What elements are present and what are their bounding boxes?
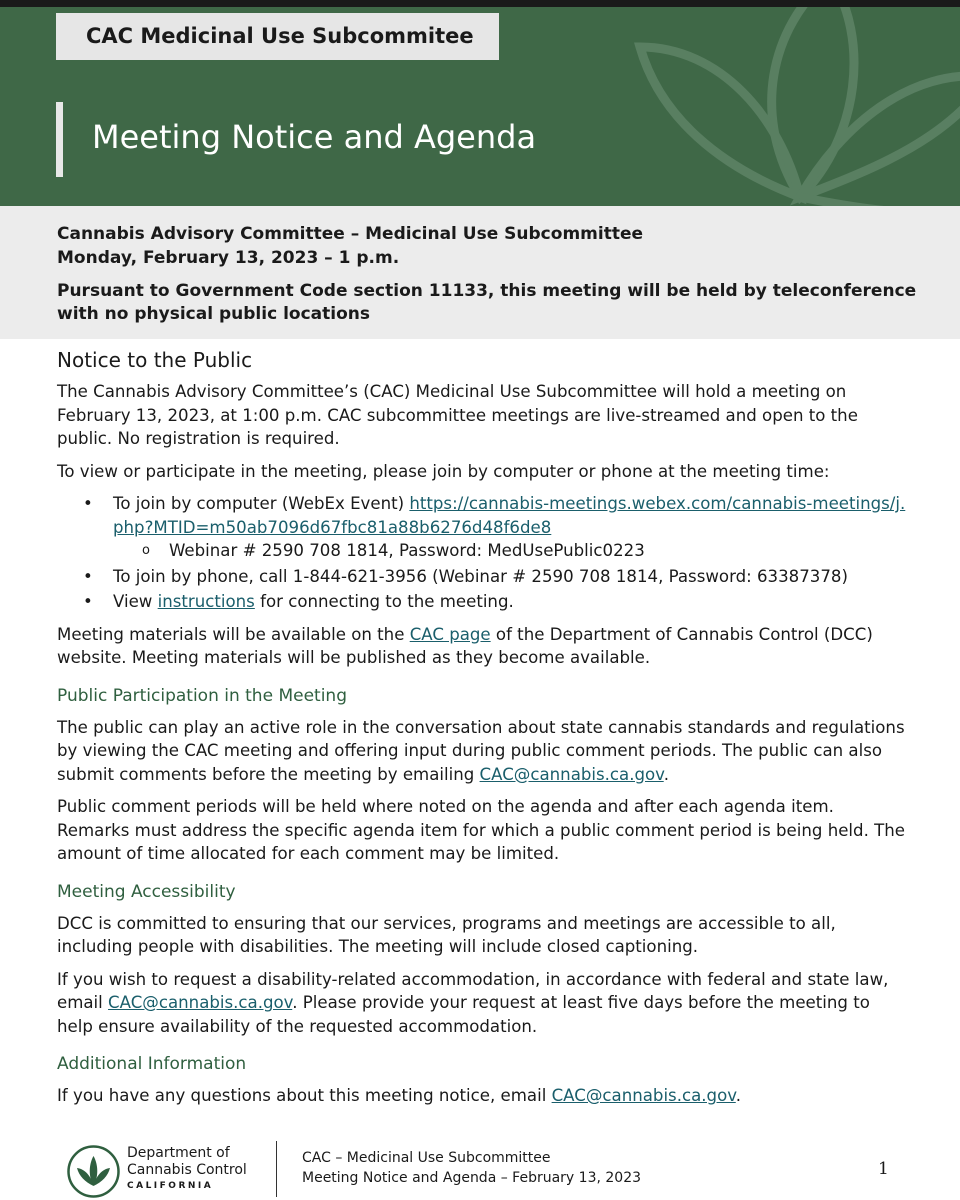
email-link[interactable]: CAC@cannabis.ca.gov bbox=[551, 1086, 736, 1105]
webinar-sublist bbox=[113, 539, 907, 563]
materials-suffix: of the Department of Cannabis Control (DCC) website. Meeting materials will be published as they become available. bbox=[57, 624, 873, 667]
footer-divider bbox=[276, 1141, 277, 1197]
questions-suffix: . bbox=[735, 1086, 742, 1105]
top-edge bbox=[0, 0, 960, 7]
notice-paragraph-2: To view or participate in the meeting, please join by computer or phone at the meeting time: bbox=[57, 461, 830, 481]
phone-join-item: • To join by phone, call 1-844-621-3956 (Webinar # 2590 708 1814, Password: 63387378) bbox=[57, 565, 907, 589]
notice-paragraph-1: The Cannabis Advisory Committee’s (CAC) Medicinal Use Subcommittee will hold a meeting on February 13, 2023, at 1:00 p.m. CAC subcommittee meetings are live-streamed and open to the public. No registration is required. bbox=[57, 382, 858, 448]
join-options-list bbox=[57, 492, 907, 614]
additional-heading: Additional Information bbox=[57, 1054, 247, 1074]
title-accent-bar bbox=[56, 102, 63, 177]
participation-suffix: . bbox=[663, 764, 669, 784]
questions-prefix: If you have any questions about this meeting notice, email bbox=[57, 1086, 552, 1105]
notice-heading: Notice to the Public bbox=[57, 348, 253, 372]
participation-heading: Public Participation in the Meeting bbox=[57, 685, 347, 706]
materials-prefix: Meeting materials will be available on the bbox=[57, 624, 410, 644]
email-link[interactable]: CAC@cannabis.ca.gov bbox=[108, 993, 293, 1012]
materials-paragraph bbox=[57, 623, 907, 670]
email-link[interactable]: CAC@cannabis.ca.gov bbox=[479, 764, 664, 784]
org-line-2: Cannabis Control bbox=[127, 1162, 247, 1178]
list-item bbox=[57, 590, 907, 614]
footer-doc-line-2: Meeting Notice and Agenda – February 13, 2023 bbox=[302, 1170, 642, 1186]
committee-name: Cannabis Advisory Committee – Medicinal Use Subcommittee bbox=[57, 224, 644, 244]
page-footer bbox=[0, 1135, 960, 1200]
page-title: Meeting Notice and Agenda bbox=[92, 118, 537, 156]
participation-prefix: The public can play an active role in the conversation about state cannabis standards and regulations by viewing the CAC meeting and offering input during public comment periods. The public can also submit comments before the meeting by emailing bbox=[57, 717, 905, 784]
accessibility-paragraph-2 bbox=[57, 968, 907, 1039]
notice-content bbox=[57, 346, 907, 1117]
footer-doc-info bbox=[302, 1148, 641, 1188]
org-line-1: Department of bbox=[127, 1145, 230, 1161]
footer-doc-line-1: CAC – Medicinal Use Subcommittee bbox=[302, 1150, 551, 1166]
org-state: CALIFORNIA bbox=[127, 1181, 214, 1191]
view-suffix: for connecting to the meeting. bbox=[254, 592, 514, 611]
meeting-meta-box bbox=[0, 206, 960, 339]
accessibility-heading: Meeting Accessibility bbox=[57, 881, 236, 902]
subcommittee-tag: CAC Medicinal Use Subcommitee bbox=[56, 13, 499, 60]
cac-page-link[interactable]: CAC page bbox=[409, 624, 491, 644]
teleconference-statement: Pursuant to Government Code section 11133, this meeting will be held by teleconference with no physical public locations bbox=[57, 281, 917, 324]
additional-paragraph bbox=[57, 1084, 907, 1108]
webinar-credentials: o Webinar # 2590 708 1814, Password: MedUsePublic0223 bbox=[113, 539, 907, 563]
participation-paragraph-1 bbox=[57, 716, 907, 787]
computer-join-text: To join by computer (WebEx Event) bbox=[113, 494, 410, 513]
meeting-date-time: Monday, February 13, 2023 – 1 p.m. bbox=[57, 248, 400, 268]
accessibility-paragraph-1: DCC is committed to ensuring that our services, programs and meetings are accessible to all, including people with disabilities. The meeting will include closed captioning. bbox=[57, 913, 836, 956]
accommodation-prefix: If you wish to request a disability-related accommodation, in accordance with federal and state law, email bbox=[57, 969, 889, 1012]
list-item bbox=[57, 492, 907, 563]
view-prefix: View bbox=[113, 592, 158, 611]
header-banner bbox=[0, 7, 960, 206]
cannabis-leaf-watermark-icon bbox=[600, 7, 960, 206]
page-number: 1 bbox=[878, 1159, 889, 1179]
accommodation-suffix: . Please provide your request at least five days before the meeting to help ensure availability of the requested accommodation. bbox=[57, 993, 870, 1036]
webex-link[interactable]: https://cannabis-meetings.webex.com/cannabis-meetings/j.php?MTID=m50ab7096d67fbc81a88b6276d48f6de8 bbox=[113, 494, 906, 537]
instructions-link[interactable]: instructions bbox=[157, 592, 255, 611]
dcc-logo-icon bbox=[66, 1144, 121, 1199]
participation-paragraph-2: Public comment periods will be held where noted on the agenda and after each agenda item. Remarks must address the specific agenda item for which a public comment period is being held. The amount of time allocated for each comment may be limited. bbox=[57, 797, 905, 863]
dcc-org-name bbox=[127, 1145, 247, 1193]
